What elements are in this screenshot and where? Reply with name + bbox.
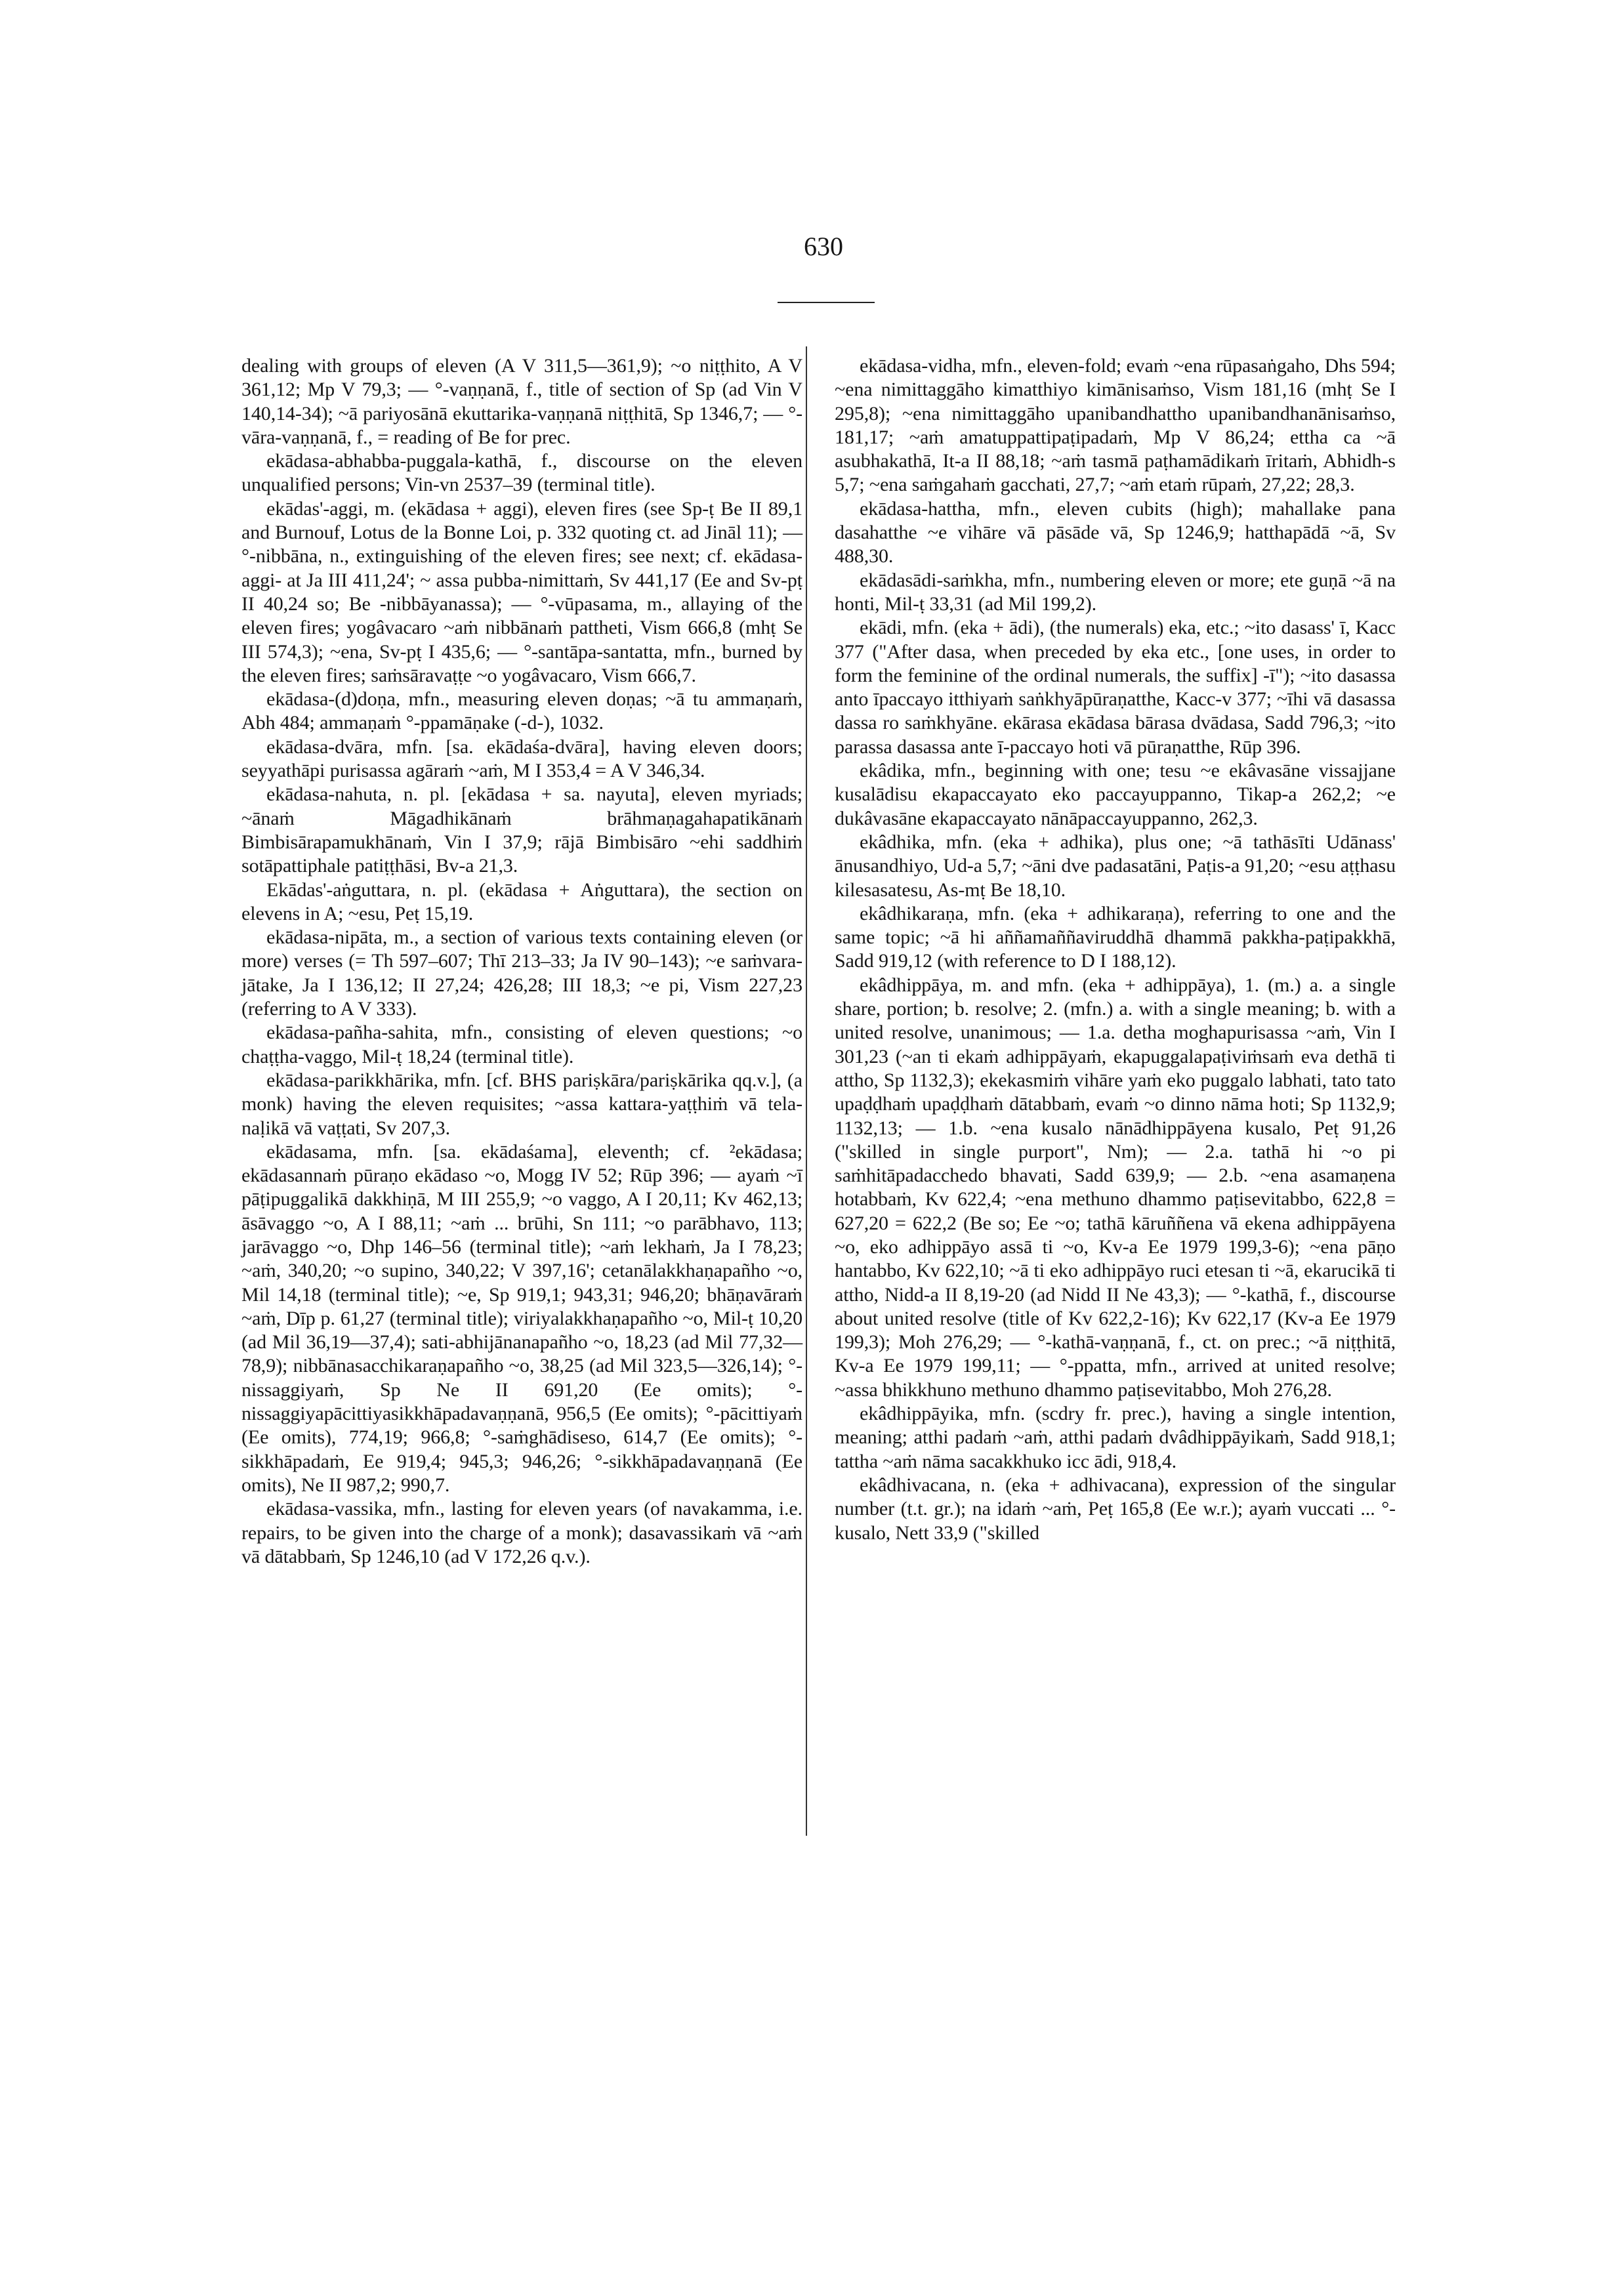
entry-ekadhivacana: ekâdhivacana, n. (eka + adhivacana), expression of the singular number (t.t. gr.); na idaṁ ~aṁ, Peṭ 165,8 (Ee w.r.); ayaṁ vuccati ... °-kusalo, Nett 33,9 ("skilled [835, 1474, 1396, 1544]
entry-ekadas-anguttara: Ekādas'-aṅguttara, n. pl. (ekādasa + Aṅguttara), the section on elevens in A; ~esu, Peṭ 15,19. [241, 879, 802, 924]
entry-ekadasama: ekādasama, mfn. [sa. ekādaśama], eleventh; cf. ²ekādasa; ekādasannaṁ pūraṇo ekādaso ~o, Mogg IV 52; Rūp 396; — ayaṁ ~ī pāṭipuggalikā dakkhiṇā, M III 255,9; ~o vaggo, A I 20,11; Kv 462,13; āsāvaggo ~o, A I 88,11; ~aṁ ... brūhi, Sn 111; ~o parābhavo, 113; jarāvaggo ~o, Dhp 146–56 (terminal title); ~aṁ lekhaṁ, Ja I 78,23; ~aṁ, 340,20; ~o supino, 340,22; V 397,16'; cetanālakkhaṇapañho ~o, Mil 14,18 (terminal title); ~e, Sp 919,1; 943,31; 946,20; bhāṇavāraṁ ~aṁ, Dīp p. 61,27 (terminal title); viriyalakkhaṇapañho ~o, Mil-ṭ 10,20 (ad Mil 36,19—37,4); sati-abhijānanapañho ~o, 18,23 (ad Mil 77,32—78,9); nibbānasacchikaraṇapañho ~o, 38,25 (ad Mil 323,5—326,14); °-nissaggiyaṁ, Sp Ne II 691,20 (Ee omits); °-nissaggiyapācittiyasikkhāpadavaṇṇanā, 956,5 (Ee omits); °-pācittiyaṁ (Ee omits), 774,19; 966,8; °-saṁghādiseso, 614,7 (Ee omits); °-sikkhāpadaṁ, Ee 919,4; 945,3; 946,26; °-sikkhāpadavaṇṇanā (Ee omits), Ne II 987,2; 990,7. [241, 1140, 802, 1496]
column-divider [806, 346, 807, 1836]
entry-ekadasa-panha-sahita: ekādasa-pañha-sahita, mfn., consisting of eleven questions; ~o chaṭṭha-vaggo, Mil-ṭ 18,24 (terminal title). [241, 1022, 802, 1067]
entry-ekadas-aggi: ekādas'-aggi, m. (ekādasa + aggi), eleven fires (see Sp-ṭ Be II 89,1 and Burnouf, Lotus de la Bonne Loi, p. 332 quoting ct. ad Jināl 11); — °-nibbāna, n., extinguishing of the eleven fires; see next; cf. ekādasa-aggi- at Ja III 411,24'; ~ assa pubba-nimittaṁ, Sv 441,17 (Ee and Sv-pṭ II 40,24 so; Be -nibbāyanassa); — °-vūpasama, m., allaying of the eleven fires; yogâvacaro ~aṁ nibbānaṁ pattheti, Vism 666,8 (mhṭ Se III 574,3); ~ena, Sv-pṭ I 435,6; — °-santāpa-santatta, mfn., burned by the eleven fires; saṁsāravaṭṭe ~o yogâvacaro, Vism 666,7. [241, 497, 802, 686]
entry-ekadasa-parikkharika: ekādasa-parikkhārika, mfn. [cf. BHS pariṣkāra/pariṣkārika qq.v.], (a monk) having the eleven requisites; ~assa kattara-yaṭṭhiṁ vā tela-naḷikā vā vaṭṭati, Sv 207,3. [241, 1069, 802, 1139]
page-number-rule [778, 302, 875, 303]
entry-ekadasadi-samkha: ekādasādi-saṁkha, mfn., numbering eleven or more; ete guṇā ~ā na honti, Mil-ṭ 33,31 (ad Mil 199,2). [835, 569, 1396, 615]
entry-ekadasa-ddona: ekādasa-(d)doṇa, mfn., measuring eleven doṇas; ~ā tu ammaṇaṁ, Abh 484; ammaṇaṁ °-ppamāṇake (-d-), 1032. [241, 688, 802, 734]
entry-ekadhippaya: ekâdhippāya, m. and mfn. (eka + adhippāya), 1. (m.) a. a single share, portion; b. resolve; 2. (mfn.) a. with a single meaning; b. with a united resolve, unanimous; — 1.a. detha moghapurisassa ~aṁ, Vin I 301,23 (~an ti ekaṁ adhippāyaṁ, ekapuggalapaṭiviṁsaṁ eva dethā ti attho, Sp 1132,3); ekekasmiṁ vihāre yaṁ eko puggalo labhati, tato tato upaḍḍhaṁ upaḍḍhaṁ dātabbaṁ, evaṁ ~o dinno nāma hoti; Sp 1132,9; 1132,13; — 1.b. ~ena kusalo nānādhippāyena kusalo, Peṭ 91,26 ("skilled in single purport", Nm); — 2.a. tathā hi ~o pi saṁhitāpadacchedo bhavati, Sadd 639,9; — 2.b. ~ena asamaṇena hotabbaṁ, Kv 622,4; ~ena methuno dhammo paṭisevitabbo, 622,8 = 627,20 = 622,2 (Be so; Ee ~o; tathā kāruññena vā ekena adhippāyena ~o, eko adhippāyo assā ti ~o, Kv-a Ee 1979 199,3-6); ~ena pāṇo hantabbo, Kv 622,10; ~ā ti eko adhippāyo ruci etesan ti ~ā, ekarucikā ti attho, Nidd-a II 8,19-20 (ad Nidd II Ne 43,3); — °-kathā, f., discourse about united resolve (title of Kv 622,2-16); Kv 622,17 (Kv-a Ee 1979 199,3); Moh 276,29; — °-kathā-vaṇṇanā, f., ct. on prec.; ~ā niṭṭhitā, Kv-a Ee 1979 199,11; — °-ppatta, mfn., arrived at united resolve; ~assa bhikkhuno methuno dhammo paṭisevitabbo, Moh 276,28. [835, 974, 1396, 1401]
entry-ekadasa-abhabba-puggala-katha: ekādasa-abhabba-puggala-kathā, f., discourse on the eleven unqualified persons; Vin-vn 2537–39 (terminal title). [241, 450, 802, 496]
entry-ekadasa-dvara: ekādasa-dvāra, mfn. [sa. ekādaśa-dvāra], having eleven doors; seyyathāpi purisassa agāraṁ ~aṁ, M I 353,4 = A V 346,34. [241, 735, 802, 782]
entry-ekadika: ekâdika, mfn., beginning with one; tesu ~e ekâvasāne vissajjane kusalādisu ekapaccayato eko paccayuppanno, Tikap-a 262,2; ~e dukâvasāne ekapaccayato nānāpaccayuppanno, 262,3. [835, 760, 1396, 829]
entry-ekadasa-vidha: ekādasa-vidha, mfn., eleven-fold; evaṁ ~ena rūpasaṅgaho, Dhs 594; ~ena nimittaggāho kimatthiyo kimānisaṁso, Vism 181,16 (mhṭ Se I 295,8); ~ena nimittaggāho upanibandhattho upanibandhanānisaṁso, 181,17; ~aṁ amatuppattipaṭipadaṁ, Mp V 86,24; ettha ca ~ā asubhakathā, It-a II 88,18; ~aṁ tasmā paṭhamādikaṁ īritaṁ, Abhidh-s 5,7; ~ena saṁgahaṁ gacchati, 27,7; ~aṁ etaṁ rūpaṁ, 27,22; 28,3. [835, 355, 1396, 496]
entry-ekadasa-nipata: ekādasa-nipāta, m., a section of various texts containing eleven (or more) verses (= Th 597–607; Thī 213–33; Ja IV 90–143); ~e saṁvara-jātake, Ja I 136,12; II 27,24; 426,28; III 18,3; ~e pi, Vism 227,23 (referring to A V 333). [241, 926, 802, 1020]
entry-ekadi: ekādi, mfn. (eka + ādi), (the numerals) eka, etc.; ~ito dasass' ī, Kacc 377 ("After dasa, when preceded by eka etc., [one uses, in order to form the feminine of the ordinal numerals, the suffix] -ī"); ~ito dasassa anto īpaccayo itthiyaṁ saṅkhyāpūraṇatthe, Kacc-v 377; ~īhi vā dasassa dassa ro saṁkhyāne. ekārasa ekādasa bārasa dvādasa, Sadd 796,3; ~ito parassa dasassa ante ī-paccayo hoti vā pūraṇatthe, Rūp 396. [835, 617, 1396, 758]
entry-ekadhika: ekâdhika, mfn. (eka + adhika), plus one; ~ā tathāsīti Udānass' ānusandhiyo, Ud-a 5,7; ~āni dve padasatāni, Paṭis-a 91,20; ~esu aṭṭhasu kilesasatesu, As-mṭ Be 18,10. [835, 831, 1396, 901]
left-column [241, 354, 802, 1569]
entry-continuation: dealing with groups of eleven (A V 311,5—361,9); ~o niṭṭhito, A V 361,12; Mp V 79,3; — °-vaṇṇanā, f., title of section of Sp (ad Vin V 140,14-34); ~ā pariyosānā ekuttarika-vaṇṇanā niṭṭhitā, Sp 1346,7; — °-vāra-vaṇṇanā, f., = reading of Be for prec. [241, 355, 802, 448]
entry-ekadhippayika: ekâdhippāyika, mfn. (scdry fr. prec.), having a single intention, meaning; atthi padaṁ ~aṁ, atthi padaṁ dvâdhippāyikaṁ, Sadd 918,1; tattha ~aṁ nāma sacakkhuko icc ādi, 918,4. [835, 1403, 1396, 1472]
right-column [835, 354, 1396, 1545]
page-number: 630 [804, 232, 843, 261]
entry-ekadasa-nahuta: ekādasa-nahuta, n. pl. [ekādasa + sa. nayuta], eleven myriads; ~ānaṁ Māgadhikānaṁ brāhmaṇagahapatikānaṁ Bimbisārapamukhānaṁ, Vin I 37,9; rājā Bimbisāro ~ehi saddhiṁ sotāpattiphale patiṭṭhāsi, Bv-a 21,3. [241, 783, 802, 877]
entry-ekadasa-hattha: ekādasa-hattha, mfn., eleven cubits (high); mahallake pana dasahatthe ~e vihāre vā pāsāde vā, Sp 1246,9; hatthapādā ~ā, Sv 488,30. [835, 497, 1396, 568]
entry-ekadasa-vassika: ekādasa-vassika, mfn., lasting for eleven years (of navakamma, i.e. repairs, to be given into the charge of a monk); dasavassikaṁ vā ~aṁ vā dātabbaṁ, Sp 1246,10 (ad V 172,26 q.v.). [241, 1498, 802, 1567]
entry-ekadhikarana: ekâdhikaraṇa, mfn. (eka + adhikaraṇa), referring to one and the same topic; ~ā hi aññamaññaviruddhā dhammā pakkha-paṭipakkhā, Sadd 919,12 (with reference to D I 188,12). [835, 902, 1396, 972]
